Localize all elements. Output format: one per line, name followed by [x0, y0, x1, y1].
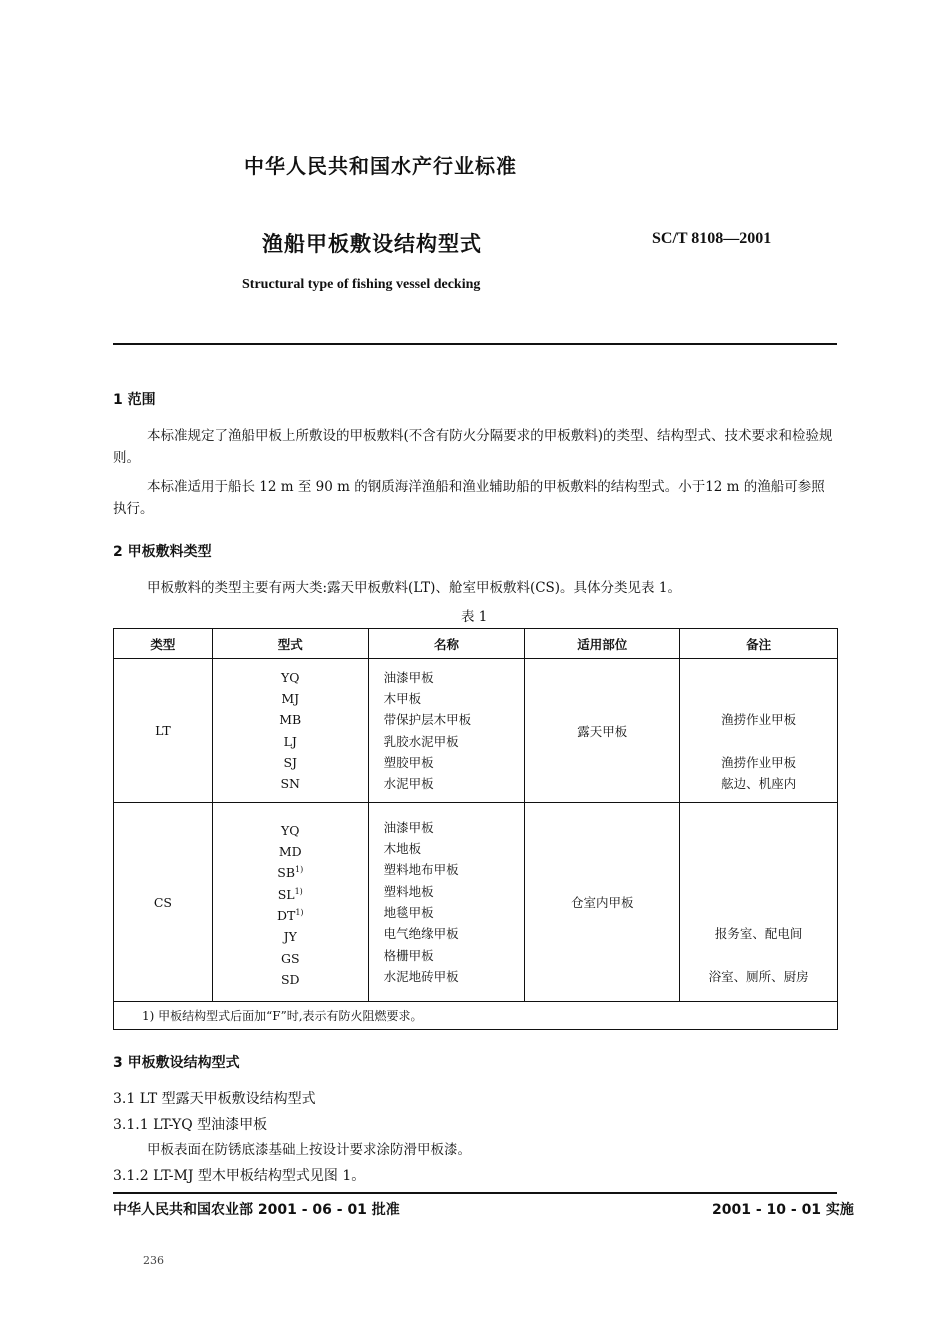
- cs-location-cell: 仓室内甲板: [525, 803, 680, 1002]
- lt-model: MJ: [281, 690, 300, 706]
- page-number: 236: [143, 1254, 164, 1267]
- lt-name: 乳胶水泥甲板: [383, 733, 459, 749]
- header-name: 名称: [368, 629, 525, 659]
- cs-note: [680, 945, 837, 966]
- lt-note: 舷边、机座内: [721, 776, 797, 792]
- cs-note: 报务室、配电间: [714, 926, 803, 942]
- lt-name: 带保护层木甲板: [383, 712, 472, 728]
- section-3-1-1-heading: 3.1.1 LT-YQ 型油漆甲板: [113, 1117, 268, 1133]
- standard-code: SC/T 8108—2001: [652, 230, 772, 247]
- header-type: 类型: [114, 629, 213, 659]
- header-note: 备注: [680, 629, 838, 659]
- section-3-1-1-paragraph: 甲板表面在防锈底漆基础上按设计要求涂防滑甲板漆。: [147, 1142, 471, 1158]
- lt-name-cell: [368, 659, 525, 803]
- lt-location-cell: 露天甲板: [525, 659, 680, 803]
- cs-model: SL$^{1)}$: [277, 886, 303, 902]
- lt-note: 渔捞作业甲板: [721, 754, 797, 770]
- document-title: 渔船甲板敷设结构型式: [262, 232, 482, 256]
- lt-model: SJ: [283, 754, 298, 770]
- implementation-line: 2001 - 10 - 01 实施: [712, 1202, 854, 1218]
- cs-name: 电气绝缘甲板: [383, 926, 459, 942]
- lt-model-cell: [212, 659, 368, 803]
- lt-note-cell: [680, 659, 838, 803]
- cs-note: [680, 859, 837, 880]
- cs-type-cell: CS: [114, 803, 213, 1002]
- cs-model: DT$^{1)}$: [276, 908, 304, 924]
- table-caption: 表 1: [461, 609, 488, 625]
- table-row-cs: [114, 803, 838, 1002]
- section-1-paragraph-1: 本标准规定了渔船甲板上所敷设的甲板敷料(不含有防火分隔要求的甲板敷料)的类型、结构型式、技术要求和检验规则。: [113, 428, 833, 466]
- cs-note: [680, 838, 837, 859]
- lt-note: 渔捞作业甲板: [721, 712, 797, 728]
- document-title-english: Structural type of fishing vessel decking: [242, 277, 481, 292]
- cs-name-cell: [368, 803, 525, 1002]
- cs-model: SB$^{1)}$: [277, 865, 304, 881]
- cs-name: 塑料地布甲板: [383, 862, 459, 878]
- bottom-divider: [113, 1192, 837, 1194]
- cs-model: MD: [278, 844, 302, 860]
- lt-name: 塑胶甲板: [383, 754, 434, 770]
- lt-name: 木甲板: [383, 690, 422, 706]
- cs-note-cell: [680, 803, 838, 1002]
- lt-model: MB: [279, 712, 302, 728]
- deck-covering-table: [113, 628, 838, 1031]
- cs-name: 格栅甲板: [383, 947, 434, 963]
- cs-model-cell: [212, 803, 368, 1002]
- section-1-heading: 1 范围: [113, 392, 156, 408]
- lt-note: [680, 667, 837, 688]
- cs-model: SD: [280, 972, 300, 988]
- lt-note: [680, 731, 837, 752]
- lt-name: 油漆甲板: [383, 669, 434, 685]
- cs-note: [680, 817, 837, 838]
- table-footnote-row: [114, 1002, 838, 1030]
- table-header-row: [114, 629, 838, 659]
- section-1-paragraph-2: 本标准适用于船长 12 m 至 90 m 的钢质海洋渔船和渔业辅助船的甲板敷料的结构型式。小于12 m 的渔船可参照执行。: [113, 479, 825, 517]
- section-3-1-heading: 3.1 LT 型露天甲板敷设结构型式: [113, 1091, 316, 1107]
- header-location: 适用部位: [525, 629, 680, 659]
- cs-model: JY: [283, 929, 297, 945]
- approval-line: 中华人民共和国农业部 2001 - 06 - 01 批准: [113, 1202, 400, 1218]
- lt-type-cell: LT: [114, 659, 213, 803]
- lt-note: [680, 688, 837, 709]
- cs-model: YQ: [281, 822, 300, 838]
- cs-note: [680, 902, 837, 923]
- section-2-paragraph: 甲板敷料的类型主要有两大类:露天甲板敷料(LT)、舱室甲板敷料(CS)。具体分类见表 1。: [147, 580, 681, 596]
- header-model: 型式: [212, 629, 368, 659]
- table-footnote: 1) 甲板结构型式后面加“F”时,表示有防火阻燃要求。: [114, 1002, 838, 1030]
- cs-note: 浴室、厕所、厨房: [708, 968, 809, 984]
- section-2-heading: 2 甲板敷料类型: [113, 544, 212, 560]
- cs-name: 地毯甲板: [383, 905, 434, 920]
- lt-model: SN: [280, 776, 300, 792]
- cs-name: 木地板: [383, 841, 422, 857]
- lt-model: LJ: [283, 733, 297, 749]
- cs-name: 塑料地板: [383, 883, 434, 899]
- table-row-lt: [114, 659, 838, 803]
- cs-note: [680, 881, 837, 902]
- section-3-1-2-heading: 3.1.2 LT-MJ 型木甲板结构型式见图 1。: [113, 1168, 366, 1184]
- lt-name: 水泥甲板: [383, 776, 434, 792]
- top-divider: [113, 343, 837, 345]
- lt-model: YQ: [281, 669, 300, 685]
- cs-name: 水泥地砖甲板: [383, 968, 459, 984]
- section-3-heading: 3 甲板敷设结构型式: [113, 1055, 240, 1071]
- cs-name: 油漆甲板: [383, 819, 434, 835]
- cs-model: GS: [280, 950, 300, 966]
- standard-org-heading: 中华人民共和国水产行业标准: [244, 154, 517, 178]
